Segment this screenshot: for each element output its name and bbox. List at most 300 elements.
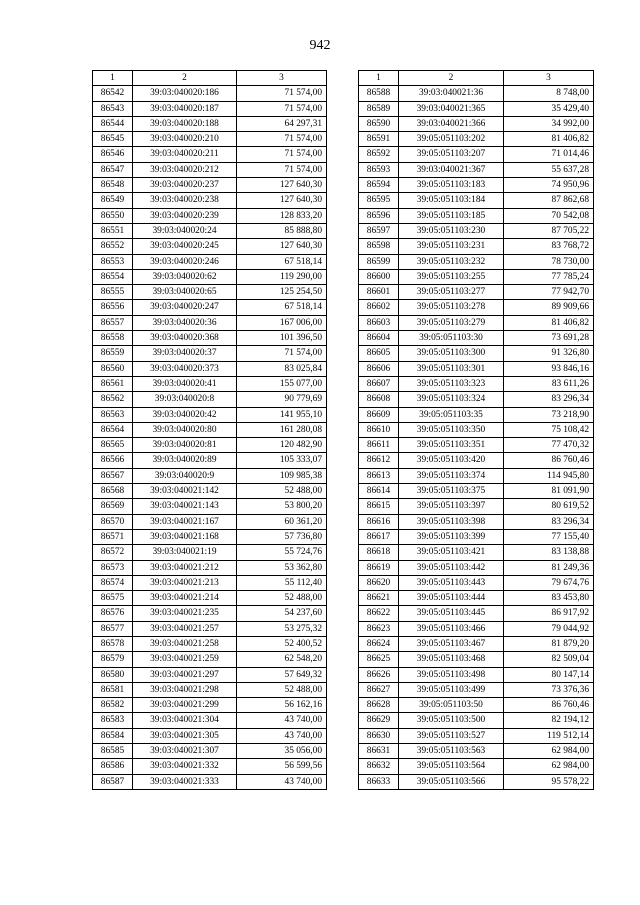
cadastral-number-cell: 39:03:040021:307 <box>133 744 237 759</box>
cadastral-number-cell: 39:05:051103:467 <box>399 636 504 651</box>
row-number-cell: 86549 <box>93 193 133 208</box>
value-cell: 141 955,10 <box>237 407 327 422</box>
value-cell: 87 862,68 <box>504 193 594 208</box>
row-number-cell: 86605 <box>359 346 399 361</box>
cadastral-number-cell: 39:03:040020:373 <box>133 361 237 376</box>
row-number-cell: 86553 <box>93 254 133 269</box>
cadastral-number-cell: 39:03:040020:239 <box>133 208 237 223</box>
value-cell: 77 942,70 <box>504 285 594 300</box>
table-row <box>359 162 594 177</box>
row-number-cell: 86568 <box>93 484 133 499</box>
table-row <box>93 285 327 300</box>
row-number-cell: 86552 <box>93 239 133 254</box>
cadastral-number-cell: 39:03:040021:305 <box>133 728 237 743</box>
row-number-cell: 86564 <box>93 422 133 437</box>
cadastral-number-cell: 39:05:051103:350 <box>399 422 504 437</box>
row-number-cell: 86619 <box>359 560 399 575</box>
value-cell: 81 406,82 <box>504 132 594 147</box>
cadastral-number-cell: 39:03:040021:298 <box>133 682 237 697</box>
row-number-cell: 86611 <box>359 438 399 453</box>
cadastral-number-cell: 39:05:051103:444 <box>399 591 504 606</box>
value-cell: 73 218,90 <box>504 407 594 422</box>
table-row <box>93 208 327 223</box>
value-cell: 53 275,32 <box>237 621 327 636</box>
row-number-cell: 86555 <box>93 285 133 300</box>
table-row <box>359 744 594 759</box>
cadastral-number-cell: 39:03:040020:62 <box>133 269 237 284</box>
table-row <box>359 86 594 101</box>
cadastral-number-cell: 39:03:040021:366 <box>399 116 504 131</box>
value-cell: 43 740,00 <box>237 728 327 743</box>
value-cell: 52 488,00 <box>237 591 327 606</box>
table-row <box>359 591 594 606</box>
value-cell: 82 194,12 <box>504 713 594 728</box>
cadastral-number-cell: 39:05:051103:466 <box>399 621 504 636</box>
cadastral-number-cell: 39:03:040021:142 <box>133 484 237 499</box>
row-number-cell: 86593 <box>359 162 399 177</box>
value-cell: 167 006,00 <box>237 315 327 330</box>
table-row <box>359 698 594 713</box>
cadastral-number-cell: 39:03:040021:214 <box>133 591 237 606</box>
value-cell: 70 542,08 <box>504 208 594 223</box>
table-row <box>359 453 594 468</box>
table-row <box>359 575 594 590</box>
row-number-cell: 86557 <box>93 315 133 330</box>
table-row <box>359 759 594 774</box>
row-number-cell: 86601 <box>359 285 399 300</box>
table-row <box>93 132 327 147</box>
cadastral-number-cell: 39:05:051103:184 <box>399 193 504 208</box>
table-row <box>359 223 594 238</box>
cadastral-number-cell: 39:03:040020:36 <box>133 315 237 330</box>
cadastral-number-cell: 39:05:051103:527 <box>399 728 504 743</box>
table-row <box>93 698 327 713</box>
cadastral-number-cell: 39:05:051103:232 <box>399 254 504 269</box>
value-cell: 67 518,14 <box>237 254 327 269</box>
table-row <box>359 392 594 407</box>
value-cell: 35 056,00 <box>237 744 327 759</box>
table-row <box>93 392 327 407</box>
table-row <box>359 254 594 269</box>
cadastral-number-cell: 39:03:040020:246 <box>133 254 237 269</box>
table-row <box>93 193 327 208</box>
value-cell: 62 984,00 <box>504 744 594 759</box>
value-cell: 56 162,16 <box>237 698 327 713</box>
table-row <box>359 636 594 651</box>
value-cell: 86 760,46 <box>504 698 594 713</box>
table-row <box>93 116 327 131</box>
cadastral-number-cell: 39:05:051103:324 <box>399 392 504 407</box>
cadastral-number-cell: 39:03:040020:210 <box>133 132 237 147</box>
table-row <box>359 300 594 315</box>
row-number-cell: 86547 <box>93 162 133 177</box>
table-row <box>93 269 327 284</box>
header-row <box>93 71 327 86</box>
value-cell: 83 296,34 <box>504 392 594 407</box>
value-cell: 83 768,72 <box>504 239 594 254</box>
value-cell: 43 740,00 <box>237 713 327 728</box>
cadastral-number-cell: 39:05:051103:563 <box>399 744 504 759</box>
value-cell: 127 640,30 <box>237 239 327 254</box>
value-cell: 85 888,80 <box>237 223 327 238</box>
cadastral-number-cell: 39:05:051103:398 <box>399 514 504 529</box>
row-number-cell: 86571 <box>93 529 133 544</box>
table-row <box>93 453 327 468</box>
row-number-cell: 86551 <box>93 223 133 238</box>
value-cell: 83 611,26 <box>504 376 594 391</box>
table-row <box>359 208 594 223</box>
table-row <box>93 162 327 177</box>
value-cell: 53 800,20 <box>237 499 327 514</box>
table-row <box>359 529 594 544</box>
table-row <box>93 514 327 529</box>
cadastral-number-cell: 39:03:040021:36 <box>399 86 504 101</box>
cadastral-number-cell: 39:03:040020:368 <box>133 331 237 346</box>
row-number-cell: 86565 <box>93 438 133 453</box>
row-number-cell: 86558 <box>93 331 133 346</box>
value-cell: 71 574,00 <box>237 86 327 101</box>
value-cell: 34 992,00 <box>504 116 594 131</box>
value-cell: 77 785,24 <box>504 269 594 284</box>
value-cell: 93 846,16 <box>504 361 594 376</box>
cadastral-number-cell: 39:05:051103:351 <box>399 438 504 453</box>
row-number-cell: 86618 <box>359 545 399 560</box>
cadastral-number-cell: 39:05:051103:50 <box>399 698 504 713</box>
table-row <box>93 254 327 269</box>
row-number-cell: 86580 <box>93 667 133 682</box>
row-number-cell: 86572 <box>93 545 133 560</box>
row-number-cell: 86594 <box>359 178 399 193</box>
row-number-cell: 86596 <box>359 208 399 223</box>
table-row <box>93 300 327 315</box>
cadastral-number-cell: 39:03:040020:24 <box>133 223 237 238</box>
cadastral-number-cell: 39:05:051103:255 <box>399 269 504 284</box>
cadastral-number-cell: 39:05:051103:207 <box>399 147 504 162</box>
row-number-cell: 86604 <box>359 331 399 346</box>
row-number-cell: 86595 <box>359 193 399 208</box>
value-cell: 35 429,40 <box>504 101 594 116</box>
table-row <box>93 422 327 437</box>
cadastral-number-cell: 39:03:040020:9 <box>133 468 237 483</box>
cadastral-number-cell: 39:05:051103:399 <box>399 529 504 544</box>
value-cell: 82 509,04 <box>504 652 594 667</box>
row-number-cell: 86587 <box>93 774 133 789</box>
value-cell: 120 482,90 <box>237 438 327 453</box>
value-cell: 80 619,52 <box>504 499 594 514</box>
table-row <box>359 652 594 667</box>
value-cell: 105 333,07 <box>237 453 327 468</box>
column-header: 3 <box>237 71 327 86</box>
row-number-cell: 86570 <box>93 514 133 529</box>
value-cell: 128 833,20 <box>237 208 327 223</box>
row-number-cell: 86588 <box>359 86 399 101</box>
row-number-cell: 86620 <box>359 575 399 590</box>
cadastral-number-cell: 39:03:040020:247 <box>133 300 237 315</box>
cadastral-number-cell: 39:03:040020:245 <box>133 239 237 254</box>
row-number-cell: 86544 <box>93 116 133 131</box>
row-number-cell: 86599 <box>359 254 399 269</box>
cadastral-number-cell: 39:03:040021:304 <box>133 713 237 728</box>
page-number: 942 <box>309 38 331 53</box>
row-number-cell: 86627 <box>359 682 399 697</box>
table-row <box>359 484 594 499</box>
value-cell: 86 760,46 <box>504 453 594 468</box>
table-row <box>93 774 327 789</box>
row-number-cell: 86613 <box>359 468 399 483</box>
value-cell: 73 376,36 <box>504 682 594 697</box>
value-cell: 77 155,40 <box>504 529 594 544</box>
row-number-cell: 86586 <box>93 759 133 774</box>
table-row <box>93 178 327 193</box>
cadastral-number-cell: 39:03:040021:333 <box>133 774 237 789</box>
cadastral-number-cell: 39:05:051103:420 <box>399 453 504 468</box>
cadastral-number-cell: 39:05:051103:30 <box>399 331 504 346</box>
table-row <box>93 147 327 162</box>
value-cell: 78 730,00 <box>504 254 594 269</box>
value-cell: 95 578,22 <box>504 774 594 789</box>
row-number-cell: 86624 <box>359 636 399 651</box>
table-row <box>93 636 327 651</box>
cadastral-number-cell: 39:03:040021:299 <box>133 698 237 713</box>
cadastral-number-cell: 39:05:051103:500 <box>399 713 504 728</box>
value-cell: 75 108,42 <box>504 422 594 437</box>
row-number-cell: 86621 <box>359 591 399 606</box>
row-number-cell: 86569 <box>93 499 133 514</box>
value-cell: 73 691,28 <box>504 331 594 346</box>
value-cell: 83 025,84 <box>237 361 327 376</box>
table-row <box>93 560 327 575</box>
row-number-cell: 86545 <box>93 132 133 147</box>
cadastral-number-cell: 39:05:051103:564 <box>399 759 504 774</box>
cadastral-number-cell: 39:03:040021:168 <box>133 529 237 544</box>
row-number-cell: 86546 <box>93 147 133 162</box>
cadastral-number-cell: 39:03:040021:259 <box>133 652 237 667</box>
table-row <box>93 438 327 453</box>
table-row <box>359 315 594 330</box>
row-number-cell: 86560 <box>93 361 133 376</box>
value-cell: 127 640,30 <box>237 178 327 193</box>
column-header: 2 <box>399 71 504 86</box>
value-cell: 71 574,00 <box>237 147 327 162</box>
table-row <box>93 759 327 774</box>
cadastral-number-cell: 39:03:040020:41 <box>133 376 237 391</box>
cadastral-number-cell: 39:03:040020:80 <box>133 422 237 437</box>
row-number-cell: 86554 <box>93 269 133 284</box>
row-number-cell: 86566 <box>93 453 133 468</box>
table-row <box>93 376 327 391</box>
table-row <box>359 361 594 376</box>
table-row <box>93 606 327 621</box>
cadastral-number-cell: 39:03:040021:235 <box>133 606 237 621</box>
row-number-cell: 86603 <box>359 315 399 330</box>
cadastral-number-cell: 39:05:051103:468 <box>399 652 504 667</box>
cadastral-number-cell: 39:05:051103:278 <box>399 300 504 315</box>
table-row <box>93 545 327 560</box>
cadastral-number-cell: 39:05:051103:230 <box>399 223 504 238</box>
value-cell: 52 488,00 <box>237 484 327 499</box>
cadastral-number-cell: 39:03:040020:211 <box>133 147 237 162</box>
row-number-cell: 86585 <box>93 744 133 759</box>
cadastral-number-cell: 39:03:040021:213 <box>133 575 237 590</box>
row-number-cell: 86584 <box>93 728 133 743</box>
cadastral-number-cell: 39:03:040020:238 <box>133 193 237 208</box>
row-number-cell: 86556 <box>93 300 133 315</box>
row-number-cell: 86626 <box>359 667 399 682</box>
row-number-cell: 86576 <box>93 606 133 621</box>
table-row <box>93 713 327 728</box>
row-number-cell: 86577 <box>93 621 133 636</box>
cadastral-number-cell: 39:05:051103:375 <box>399 484 504 499</box>
value-cell: 60 361,20 <box>237 514 327 529</box>
table-row <box>93 667 327 682</box>
cadastral-number-cell: 39:05:051103:202 <box>399 132 504 147</box>
value-cell: 125 254,50 <box>237 285 327 300</box>
table-row <box>359 728 594 743</box>
table-row <box>359 239 594 254</box>
column-header: 1 <box>359 71 399 86</box>
row-number-cell: 86597 <box>359 223 399 238</box>
table-row <box>93 407 327 422</box>
cadastral-number-cell: 39:03:040021:297 <box>133 667 237 682</box>
table-row <box>359 147 594 162</box>
row-number-cell: 86563 <box>93 407 133 422</box>
cadastral-number-cell: 39:03:040020:81 <box>133 438 237 453</box>
cadastral-number-cell: 39:05:051103:277 <box>399 285 504 300</box>
table-row <box>359 193 594 208</box>
row-number-cell: 86600 <box>359 269 399 284</box>
row-number-cell: 86562 <box>93 392 133 407</box>
value-cell: 71 574,00 <box>237 132 327 147</box>
table-row <box>93 591 327 606</box>
value-cell: 83 453,80 <box>504 591 594 606</box>
table-row <box>359 101 594 116</box>
table-row <box>359 116 594 131</box>
table-row <box>359 499 594 514</box>
table-row <box>359 376 594 391</box>
value-cell: 81 249,36 <box>504 560 594 575</box>
value-cell: 119 290,00 <box>237 269 327 284</box>
value-cell: 55 637,28 <box>504 162 594 177</box>
header-row <box>359 71 594 86</box>
cadastral-number-cell: 39:05:051103:231 <box>399 239 504 254</box>
table-row <box>93 223 327 238</box>
table-row <box>93 744 327 759</box>
row-number-cell: 86606 <box>359 361 399 376</box>
table-row <box>93 575 327 590</box>
value-cell: 71 574,00 <box>237 162 327 177</box>
row-number-cell: 86559 <box>93 346 133 361</box>
cadastral-number-cell: 39:03:040020:237 <box>133 178 237 193</box>
value-cell: 64 297,31 <box>237 116 327 131</box>
value-cell: 74 950,96 <box>504 178 594 193</box>
cadastral-table-right <box>358 70 594 790</box>
row-number-cell: 86548 <box>93 178 133 193</box>
value-cell: 54 237,60 <box>237 606 327 621</box>
table-row <box>93 682 327 697</box>
row-number-cell: 86542 <box>93 86 133 101</box>
value-cell: 71 574,00 <box>237 101 327 116</box>
table-row <box>359 285 594 300</box>
table-row <box>359 407 594 422</box>
cadastral-number-cell: 39:05:051103:374 <box>399 468 504 483</box>
row-number-cell: 86630 <box>359 728 399 743</box>
value-cell: 80 147,14 <box>504 667 594 682</box>
table-row <box>359 346 594 361</box>
row-number-cell: 86633 <box>359 774 399 789</box>
value-cell: 81 879,20 <box>504 636 594 651</box>
row-number-cell: 86632 <box>359 759 399 774</box>
cadastral-number-cell: 39:03:040020:8 <box>133 392 237 407</box>
row-number-cell: 86609 <box>359 407 399 422</box>
value-cell: 155 077,00 <box>237 376 327 391</box>
value-cell: 55 112,40 <box>237 575 327 590</box>
cadastral-number-cell: 39:05:051103:301 <box>399 361 504 376</box>
row-number-cell: 86589 <box>359 101 399 116</box>
row-number-cell: 86581 <box>93 682 133 697</box>
value-cell: 52 488,00 <box>237 682 327 697</box>
row-number-cell: 86607 <box>359 376 399 391</box>
cadastral-number-cell: 39:03:040021:212 <box>133 560 237 575</box>
row-number-cell: 86616 <box>359 514 399 529</box>
table-row <box>93 101 327 116</box>
table-row <box>93 529 327 544</box>
cadastral-number-cell: 39:05:051103:421 <box>399 545 504 560</box>
row-number-cell: 86582 <box>93 698 133 713</box>
value-cell: 77 470,32 <box>504 438 594 453</box>
value-cell: 55 724,76 <box>237 545 327 560</box>
row-number-cell: 86598 <box>359 239 399 254</box>
row-number-cell: 86628 <box>359 698 399 713</box>
value-cell: 91 326,80 <box>504 346 594 361</box>
row-number-cell: 86629 <box>359 713 399 728</box>
cadastral-number-cell: 39:05:051103:279 <box>399 315 504 330</box>
column-header: 2 <box>133 71 237 86</box>
value-cell: 43 740,00 <box>237 774 327 789</box>
cadastral-number-cell: 39:03:040020:89 <box>133 453 237 468</box>
cadastral-number-cell: 39:05:051103:185 <box>399 208 504 223</box>
row-number-cell: 86617 <box>359 529 399 544</box>
table-row <box>93 499 327 514</box>
table-row <box>93 652 327 667</box>
value-cell: 57 736,80 <box>237 529 327 544</box>
table-row <box>359 422 594 437</box>
cadastral-number-cell: 39:05:051103:300 <box>399 346 504 361</box>
cadastral-number-cell: 39:03:040021:143 <box>133 499 237 514</box>
cadastral-number-cell: 39:03:040020:187 <box>133 101 237 116</box>
table-row <box>359 269 594 284</box>
row-number-cell: 86573 <box>93 560 133 575</box>
table-row <box>93 468 327 483</box>
value-cell: 71 014,46 <box>504 147 594 162</box>
value-cell: 79 674,76 <box>504 575 594 590</box>
table-row <box>359 438 594 453</box>
table-row <box>359 514 594 529</box>
row-number-cell: 86590 <box>359 116 399 131</box>
value-cell: 79 044,92 <box>504 621 594 636</box>
table-row <box>359 682 594 697</box>
table-row <box>359 774 594 789</box>
cadastral-number-cell: 39:05:051103:499 <box>399 682 504 697</box>
row-number-cell: 86608 <box>359 392 399 407</box>
value-cell: 161 280,08 <box>237 422 327 437</box>
cadastral-number-cell: 39:03:040020:212 <box>133 162 237 177</box>
row-number-cell: 86575 <box>93 591 133 606</box>
row-number-cell: 86623 <box>359 621 399 636</box>
row-number-cell: 86622 <box>359 606 399 621</box>
value-cell: 89 909,66 <box>504 300 594 315</box>
cadastral-number-cell: 39:05:051103:183 <box>399 178 504 193</box>
row-number-cell: 86625 <box>359 652 399 667</box>
